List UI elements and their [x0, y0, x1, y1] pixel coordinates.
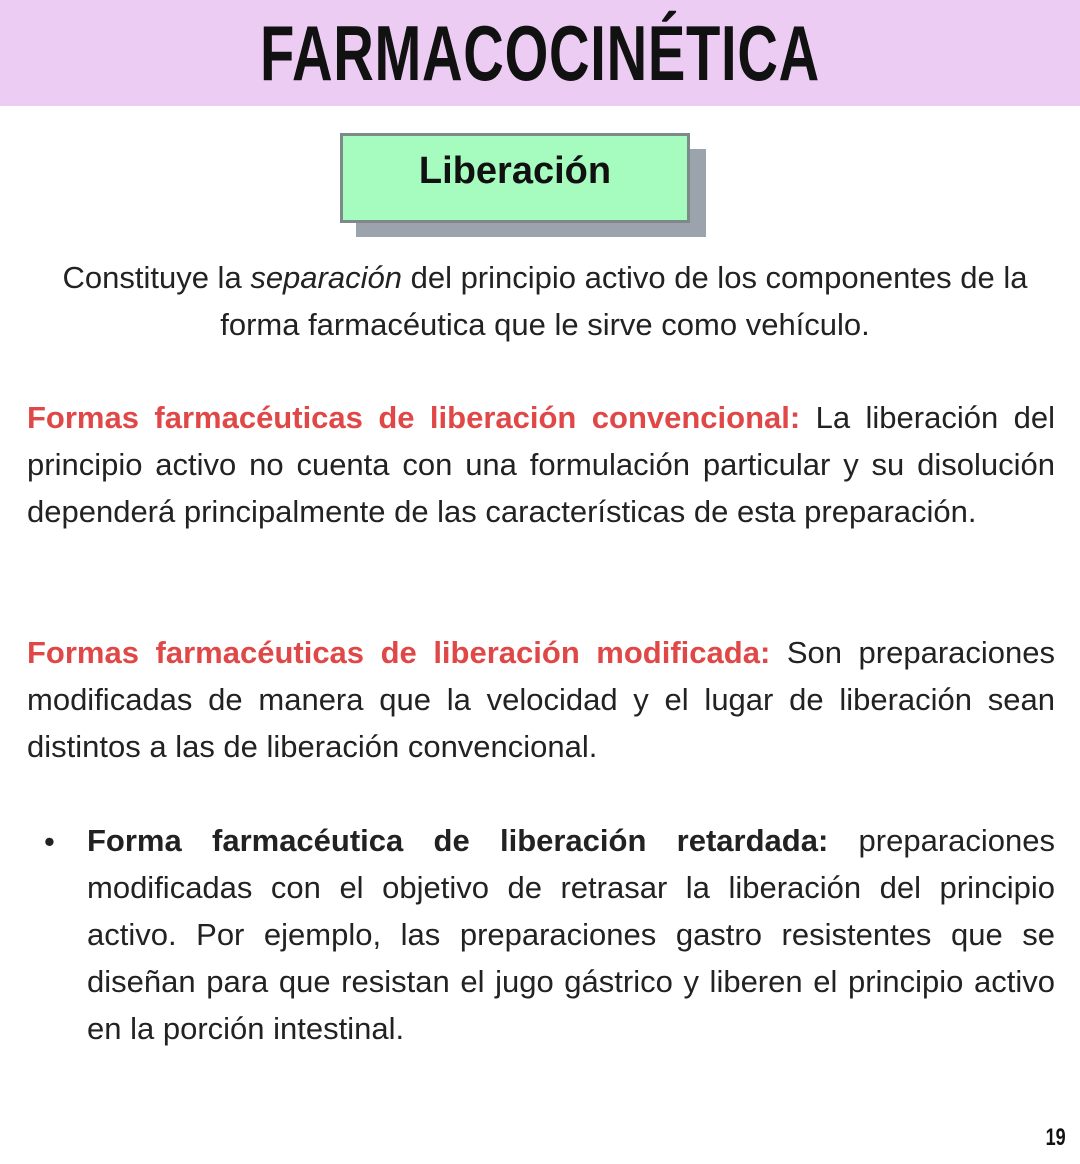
conventional-term: Formas farmacéuticas de liberación convencional:: [27, 400, 801, 435]
conventional-paragraph: [27, 394, 1055, 535]
bullet-icon: •: [44, 824, 55, 859]
section-label: Liberación: [418, 149, 612, 192]
section-label-box: [340, 133, 690, 223]
conventional-text: La liberación del principio activo no cuenta con una formulación particular y su disolución dependerá principalmente de las características de esta preparación.: [27, 400, 1055, 529]
bullet-term: Forma farmacéutica de liberación retardada:: [87, 823, 829, 858]
page-number: 19: [1045, 1124, 1066, 1151]
intro-italic: separación: [250, 260, 402, 295]
intro-paragraph: [40, 254, 1050, 348]
page-title: FARMACOCINÉTICA: [260, 9, 820, 97]
modified-text: Son preparaciones modificadas de manera que la velocidad y el lugar de liberación sean distintos a las de liberación convencional.: [27, 635, 1055, 764]
bullet-text: preparaciones modificadas con el objetivo de retrasar la liberación del principio activo. Por ejemplo, las preparaciones gastro resistentes que se diseñan para que resistan el jugo gástrico y liberen el principio activo en la porción intestinal.: [87, 823, 1056, 1046]
modified-term: Formas farmacéuticas de liberación modificada:: [27, 635, 771, 670]
intro-text: Constituye la: [62, 260, 251, 295]
intro-text-end: del principio activo de los componentes de la forma farmacéutica que le sirve como vehículo.: [220, 260, 1028, 342]
list-item: [87, 817, 1055, 1052]
header-band: [0, 0, 1080, 106]
modified-paragraph: [27, 629, 1055, 770]
